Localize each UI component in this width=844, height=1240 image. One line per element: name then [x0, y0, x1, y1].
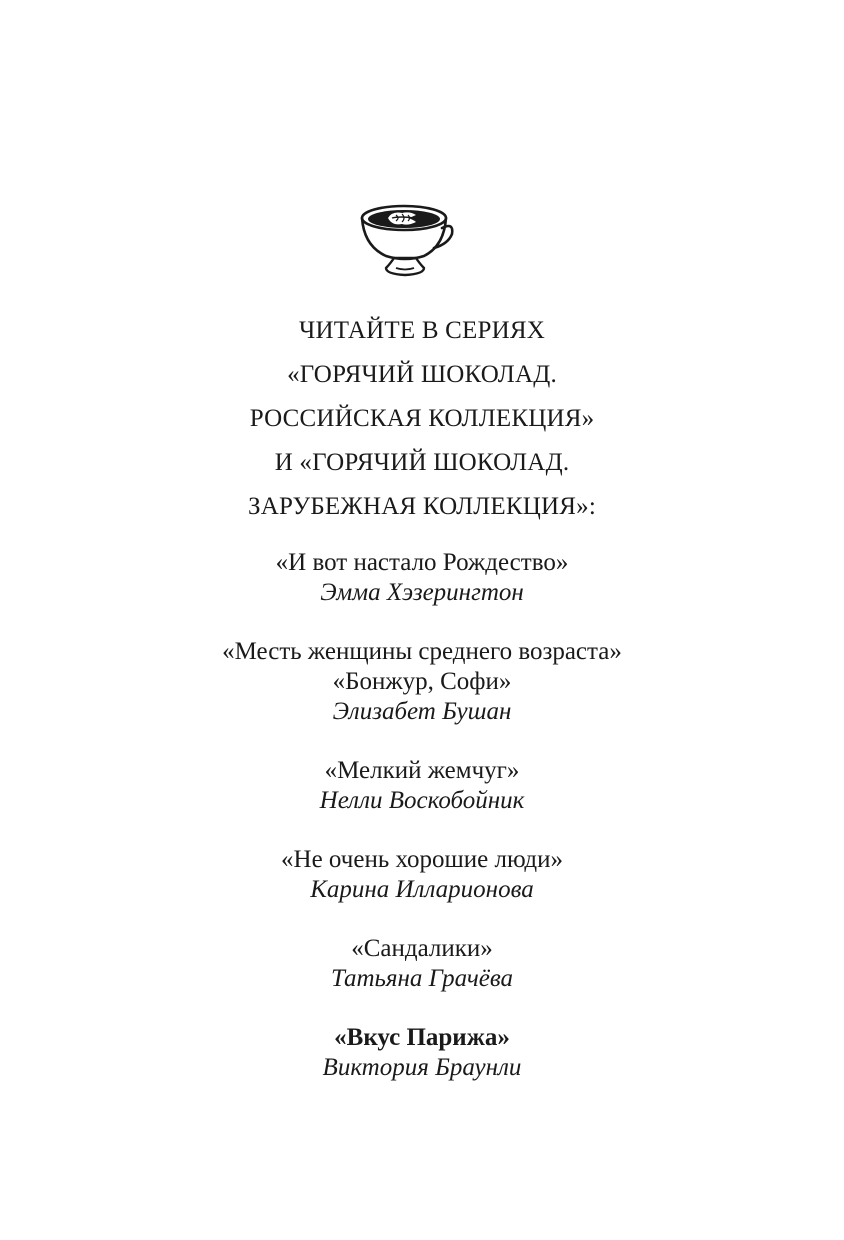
book-entry — [0, 756, 844, 816]
book-entry-highlighted — [0, 1023, 844, 1083]
book-entry — [0, 637, 844, 727]
book-title: «Бонжур, Софи» — [332, 668, 512, 695]
book-title: «Месть женщины среднего возраста» — [222, 638, 622, 665]
book-author: Карина Илларионова — [310, 876, 534, 903]
coffee-cup-icon — [356, 198, 456, 282]
heading-line: «ГОРЯЧИЙ ШОКОЛАД. — [287, 361, 557, 388]
book-entry — [0, 548, 844, 608]
book-title: «Сандалики» — [351, 935, 493, 962]
heading-line: ЗАРУБЕЖНАЯ КОЛЛЕКЦИЯ»: — [248, 493, 596, 520]
book-entry — [0, 845, 844, 905]
heading-line: РОССИЙСКАЯ КОЛЛЕКЦИЯ» — [249, 405, 595, 432]
book-author: Виктория Браунли — [322, 1054, 522, 1081]
book-title: «Вкус Парижа» — [334, 1024, 510, 1051]
book-title: «Мелкий жемчуг» — [324, 757, 520, 784]
heading-line: И «ГОРЯЧИЙ ШОКОЛАД. — [274, 449, 570, 476]
book-author: Эмма Хэзерингтон — [320, 579, 524, 606]
book-author: Татьяна Грачёва — [330, 965, 514, 992]
book-title: «И вот настало Рождество» — [275, 549, 569, 576]
series-heading — [0, 309, 844, 529]
heading-line: ЧИТАЙТЕ В СЕРИЯХ — [299, 317, 545, 344]
book-author: Нелли Воскобойник — [319, 787, 525, 814]
book-author: Элизабет Бушан — [332, 698, 512, 725]
book-title: «Не очень хорошие люди» — [281, 846, 563, 873]
book-entry — [0, 934, 844, 994]
book-list — [0, 548, 844, 1112]
